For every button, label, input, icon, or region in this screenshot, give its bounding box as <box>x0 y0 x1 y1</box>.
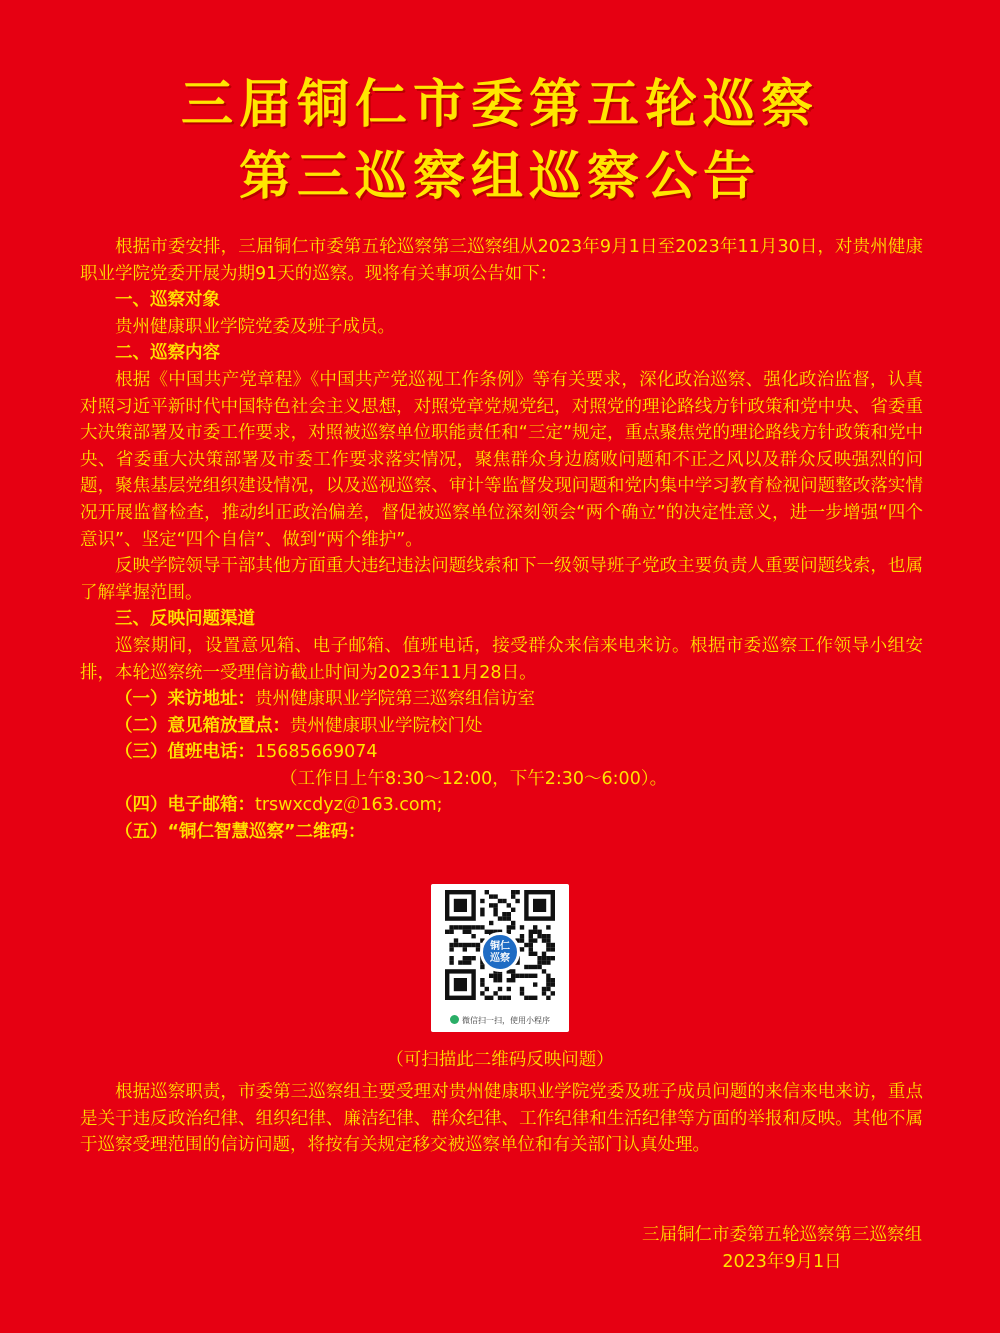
channel-email <box>80 792 923 819</box>
signature-block <box>642 1222 922 1275</box>
channel-value: 15685669074 <box>255 742 378 763</box>
qr-caption: （可扫描此二维码反映问题） <box>386 1050 614 1070</box>
wechat-icon <box>450 1015 459 1024</box>
channel-label: （二）意见箱放置点： <box>115 715 290 736</box>
channel-label: （四）电子邮箱： <box>115 795 255 816</box>
section3-heading: 三、反映问题渠道 <box>115 609 255 630</box>
signature-date: 2023年9月1日 <box>722 1251 842 1272</box>
closing-paragraph: 根据巡察职责，市委第三巡察组主要受理对贵州健康职业学院党委及班子成员问题的来信来电来访，重点是关于违反政治纪律、组织纪律、廉洁纪律、群众纪律、工作纪律和生活纪律等方面的举报和反映。其他不属于巡察受理范围的信访问题，将按有关规定移交被巡察单位和有关部门认真处理。 <box>80 1082 923 1156</box>
signature-org: 三届铜仁市委第五轮巡察第三巡察组 <box>642 1225 922 1245</box>
section2-heading: 二、巡察内容 <box>115 343 220 364</box>
notice-body <box>80 234 923 846</box>
section2-paragraph2: 反映学院领导干部其他方面重大违纪违法问题线索和下一级领导班子党政主要负责人重要问题线索，也属了解掌握范围。 <box>80 556 923 603</box>
channel-label: （一）来访地址： <box>115 689 255 710</box>
channel-label: （三）值班电话： <box>115 742 255 763</box>
qr-badge-line2: 巡察 <box>490 953 510 964</box>
section2-paragraph1: 根据《中国共产党章程》《中国共产党巡视工作条例》等有关要求，深化政治巡察、强化政治监督，认真对照习近平新时代中国特色社会主义思想，对照党章党规党纪，对照党的理论路线方针政策和党中央、省委重大决策部署及市委工作要求，对照被巡察单位职能责任和“三定”规定，重点聚焦党的理论路线方针政策和党中央、省委重大决策部署及市委工作要求落实情况，聚焦群众身边腐败问题和不正之风以及群众反映强烈的问题，聚焦基层党组织建设情况，以及巡视巡察、审计等监督发现问题和党内集中学习教育检视问题整改落实情况开展监督检查，推动纠正政治偏差，督促被巡察单位深刻领会“两个确立”的决定性意义，进一步增强“四个意识”、坚定“四个自信”、做到“两个维护”。 <box>80 369 923 550</box>
channel-value: 贵州健康职业学院校门处 <box>290 715 483 736</box>
intro-paragraph: 根据市委安排，三届铜仁市委第五轮巡察第三巡察组从2023年9月1日至2023年11月30日，对贵州健康职业学院党委开展为期91天的巡察。现将有关事项公告如下： <box>80 237 923 284</box>
channel-value: trswxcdyz＠163.com; <box>255 795 443 816</box>
notice-title-line2: 第三巡察组巡察公告 <box>238 147 761 207</box>
section3-paragraph: 巡察期间，设置意见箱、电子邮箱、值班电话，接受群众来信来电来访。根据市委巡察工作领导小组安排，本轮巡察统一受理信访截止时间为2023年11月28日。 <box>80 635 923 683</box>
section1-text: 贵州健康职业学院党委及班子成员。 <box>115 316 395 337</box>
notice-title-line1: 三届铜仁市委第五轮巡察 <box>180 75 819 135</box>
channel-value: 贵州健康职业学院第三巡察组信访室 <box>255 689 535 710</box>
hotline-hours: （工作日上午8:30～12:00，下午2:30～6:00）。 <box>280 768 668 789</box>
qr-footer-text: 微信扫一扫，使用小程序 <box>462 1016 550 1025</box>
channel-qrcode <box>80 819 923 846</box>
section1-heading: 一、巡察对象 <box>115 290 220 311</box>
qr-footer <box>431 1015 569 1026</box>
channel-hotline <box>80 739 923 766</box>
channel-label: （五）“铜仁智慧巡察”二维码： <box>115 822 366 843</box>
qr-badge <box>480 932 520 972</box>
qr-code-card[interactable] <box>431 884 569 1032</box>
qr-badge-line1: 铜仁 <box>490 941 510 952</box>
channel-opinion-box <box>80 713 923 740</box>
channel-visit-address <box>80 686 923 713</box>
